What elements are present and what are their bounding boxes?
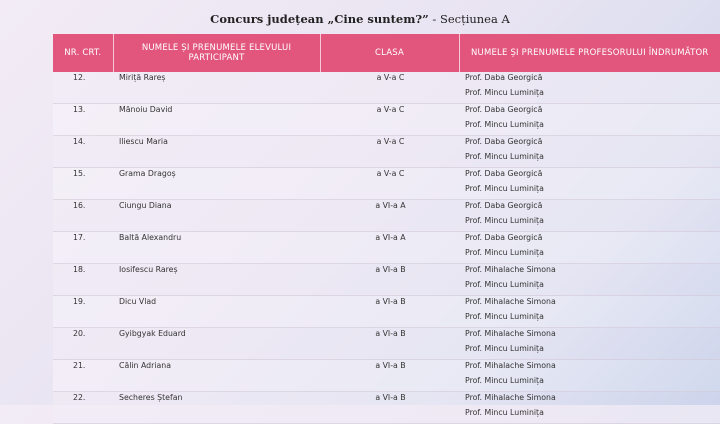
- teacher-name-1: Prof. Daba Georgică: [465, 105, 543, 114]
- row-nr: 14.: [53, 136, 113, 168]
- section-name: - Secțiunea A: [428, 12, 510, 26]
- header-nr: NR. CRT.: [53, 34, 113, 72]
- participants-table: [53, 34, 720, 424]
- contest-name: Concurs județean „Cine suntem?”: [210, 12, 429, 26]
- teacher-name-1: Prof. Mihalache Simona: [465, 265, 556, 274]
- teacher-cell: [459, 136, 720, 168]
- teacher-name-1: Prof. Mihalache Simona: [465, 329, 556, 338]
- teacher-name-2: Prof. Mincu Luminița: [465, 376, 544, 385]
- table-row: [53, 392, 720, 424]
- student-class: a VI-a B: [320, 360, 459, 392]
- table-row: [53, 328, 720, 360]
- teacher-name-2: Prof. Mincu Luminița: [465, 88, 544, 97]
- table-row: [53, 264, 720, 296]
- student-name: Miriță Rareș: [113, 72, 320, 104]
- student-name: Grama Dragoș: [113, 168, 320, 200]
- row-nr: 15.: [53, 168, 113, 200]
- row-nr: 19.: [53, 296, 113, 328]
- teacher-name-1: Prof. Mihalache Simona: [465, 361, 556, 370]
- teacher-name-1: Prof. Daba Georgică: [465, 169, 543, 178]
- student-class: a VI-a A: [320, 232, 459, 264]
- student-name: Călin Adriana: [113, 360, 320, 392]
- student-class: a VI-a B: [320, 392, 459, 424]
- student-class: a VI-a A: [320, 200, 459, 232]
- teacher-name-1: Prof. Daba Georgică: [465, 73, 543, 82]
- table-row: [53, 104, 720, 136]
- table-row: [53, 232, 720, 264]
- teacher-name-2: Prof. Mincu Luminița: [465, 152, 544, 161]
- teacher-cell: [459, 232, 720, 264]
- table-row: [53, 360, 720, 392]
- teacher-name-2: Prof. Mincu Luminița: [465, 280, 544, 289]
- row-nr: 17.: [53, 232, 113, 264]
- teacher-cell: [459, 296, 720, 328]
- student-name: Gyibgyak Eduard: [113, 328, 320, 360]
- student-name: Dicu Vlad: [113, 296, 320, 328]
- table-row: [53, 296, 720, 328]
- student-name: Secheres Ștefan: [113, 392, 320, 424]
- row-nr: 20.: [53, 328, 113, 360]
- student-name: Baltă Alexandru: [113, 232, 320, 264]
- page-title: [0, 12, 720, 26]
- student-class: a V-a C: [320, 104, 459, 136]
- teacher-cell: [459, 104, 720, 136]
- teacher-cell: [459, 72, 720, 104]
- teacher-name-1: Prof. Mihalache Simona: [465, 393, 556, 402]
- teacher-name-2: Prof. Mincu Luminița: [465, 216, 544, 225]
- row-nr: 12.: [53, 72, 113, 104]
- student-name: Iliescu Maria: [113, 136, 320, 168]
- teacher-name-1: Prof. Daba Georgică: [465, 137, 543, 146]
- row-nr: 13.: [53, 104, 113, 136]
- header-class: CLASA: [320, 34, 459, 72]
- teacher-name-2: Prof. Mincu Luminița: [465, 184, 544, 193]
- teacher-name-1: Prof. Daba Georgică: [465, 201, 543, 210]
- teacher-cell: [459, 328, 720, 360]
- row-nr: 16.: [53, 200, 113, 232]
- teacher-cell: [459, 264, 720, 296]
- teacher-name-2: Prof. Mincu Luminița: [465, 120, 544, 129]
- table-row: [53, 168, 720, 200]
- teacher-cell: [459, 200, 720, 232]
- teacher-name-1: Prof. Daba Georgică: [465, 233, 543, 242]
- student-class: a VI-a B: [320, 328, 459, 360]
- teacher-name-2: Prof. Mincu Luminița: [465, 312, 544, 321]
- header-student-name: NUMELE ȘI PRENUMELE ELEVULUI PARTICIPANT: [113, 34, 320, 72]
- student-name: Ciungu Diana: [113, 200, 320, 232]
- student-class: a VI-a B: [320, 296, 459, 328]
- student-class: a V-a C: [320, 136, 459, 168]
- student-class: a VI-a B: [320, 264, 459, 296]
- teacher-name-1: Prof. Mihalache Simona: [465, 297, 556, 306]
- student-class: a V-a C: [320, 168, 459, 200]
- table-header-row: [53, 34, 720, 72]
- teacher-cell: [459, 360, 720, 392]
- table-row: [53, 136, 720, 168]
- header-teacher: NUMELE ȘI PRENUMELE PROFESORULUI ÎNDRUMĂTOR: [459, 34, 720, 72]
- student-name: Iosifescu Rareș: [113, 264, 320, 296]
- row-nr: 22.: [53, 392, 113, 424]
- row-nr: 21.: [53, 360, 113, 392]
- table-row: [53, 72, 720, 104]
- row-nr: 18.: [53, 264, 113, 296]
- teacher-name-2: Prof. Mincu Luminița: [465, 248, 544, 257]
- teacher-cell: [459, 168, 720, 200]
- student-name: Mănoiu David: [113, 104, 320, 136]
- teacher-name-2: Prof. Mincu Luminița: [465, 408, 544, 417]
- teacher-name-2: Prof. Mincu Luminița: [465, 344, 544, 353]
- student-class: a V-a C: [320, 72, 459, 104]
- table-row: [53, 200, 720, 232]
- teacher-cell: [459, 392, 720, 424]
